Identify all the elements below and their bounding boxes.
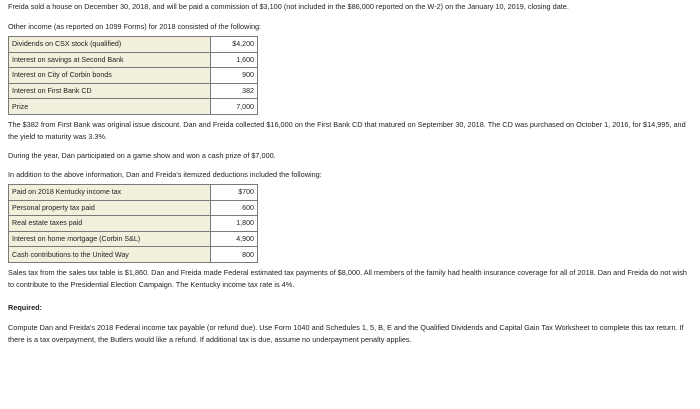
intro-paragraph: Freida sold a house on December 30, 2018, and will be paid a commission of $3,100 (not included in the $86,000 reported on the W-2) on the January 10, 2019, closing date.	[8, 2, 569, 11]
other-income-table	[8, 36, 258, 115]
row-value: 382	[211, 83, 258, 99]
row-value: 900	[211, 68, 258, 84]
other-income-heading: Other income (as reported on 1099 Forms) for 2018 consisted of the following:	[8, 22, 262, 31]
row-value: $700	[211, 184, 258, 200]
row-label: Real estate taxes paid	[9, 216, 211, 232]
required-text: Compute Dan and Freida's 2018 Federal income tax payable (or refund due). Use Form 1040 and Schedules 1, 5, B, E and the Qualified Dividends and Capital Gain Tax Worksheet to complete this tax return. If there is a tax overpayment, the Butlers would like a refund. If additional tax is due, assume no underpayment penalty applies.	[8, 322, 684, 344]
table-row	[9, 184, 258, 200]
row-label: Interest on savings at Second Bank	[9, 52, 211, 68]
row-value: $4,200	[211, 37, 258, 53]
table-row	[9, 231, 258, 247]
cd-paragraph: The $382 from First Bank was original issue discount. Dan and Freida collected $16,000 on the First Bank CD that matured on September 30, 2018. The CD was purchased on October 1, 2016, for $14,995, and the yield to maturity was 3.3%.	[8, 119, 686, 141]
row-label: Paid on 2018 Kentucky income tax	[9, 184, 211, 200]
row-value: 7,000	[211, 99, 258, 115]
table-row	[9, 200, 258, 216]
row-label: Interest on home mortgage (Corbin S&L)	[9, 231, 211, 247]
row-value: 800	[211, 247, 258, 263]
table-row	[9, 216, 258, 232]
table-row	[9, 68, 258, 84]
row-value: 4,900	[211, 231, 258, 247]
table-row	[9, 247, 258, 263]
deductions-table	[8, 184, 258, 263]
deductions-heading: In addition to the above information, Dan and Freida's itemized deductions included the following:	[8, 169, 322, 179]
table-row	[9, 83, 258, 99]
row-value: 1,600	[211, 52, 258, 68]
row-label: Dividends on CSX stock (qualified)	[9, 37, 211, 53]
row-value: 1,800	[211, 216, 258, 232]
table-row	[9, 52, 258, 68]
table-row	[9, 37, 258, 53]
game-show-paragraph: During the year, Dan participated on a game show and won a cash prize of $7,000.	[8, 150, 276, 160]
row-label: Cash contributions to the United Way	[9, 247, 211, 263]
row-label: Interest on First Bank CD	[9, 83, 211, 99]
row-value: 600	[211, 200, 258, 216]
row-label: Personal property tax paid	[9, 200, 211, 216]
row-label: Prize	[9, 99, 211, 115]
table-row	[9, 99, 258, 115]
required-label: Required:	[8, 302, 43, 312]
row-label: Interest on City of Corbin bonds	[9, 68, 211, 84]
sales-tax-paragraph: Sales tax from the sales tax table is $1,860. Dan and Freida made Federal estimated tax payments of $8,000. All members of the family had health insurance coverage for all of 2018. Dan and Freida do not wish to contribute to the Presidential Election Campaign. The Kentucky income tax rate is 4%.	[8, 267, 687, 289]
